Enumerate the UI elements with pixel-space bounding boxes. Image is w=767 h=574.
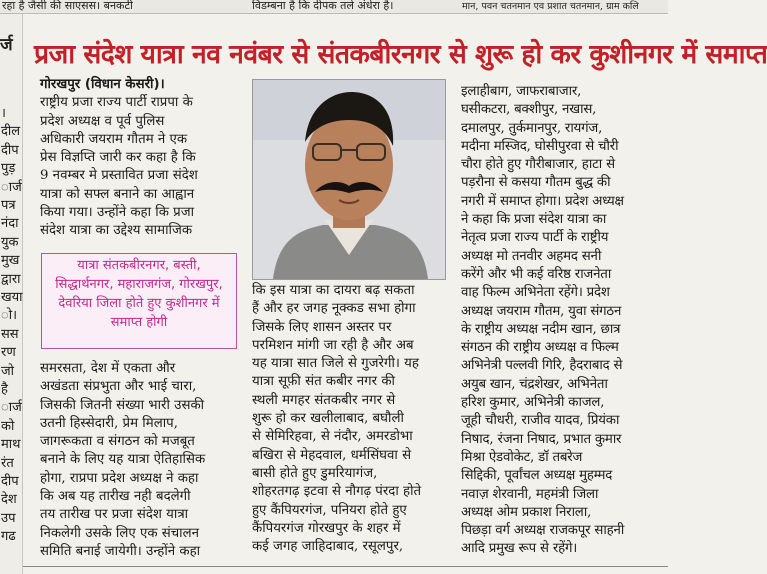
left-column-fragment: दीप bbox=[1, 474, 19, 489]
article-text-line: बनाने के लिए यह यात्रा ऐतिहासिक bbox=[40, 452, 206, 468]
article-text-line: परमिशन मांगी जा रही है और अब bbox=[252, 337, 414, 353]
article-text-line: हुए कैंपियरगंज, पनियरा होते हुए bbox=[252, 502, 407, 518]
article-text-line: घसीकटरा, बक्शीपुर, नखास, bbox=[461, 102, 597, 118]
article-text-line: इलाहीबाग, जाफराबाजार, bbox=[461, 84, 582, 99]
left-column-fragment: खया bbox=[1, 290, 23, 305]
article-text-line: मिश्रा ऐडवोकेट, डॉ तबरेज bbox=[461, 449, 583, 465]
left-column-fragment: माथ bbox=[1, 437, 21, 453]
article-text-line: हैं और हर जगह नूक्कड सभा होगा bbox=[252, 301, 416, 317]
left-column-fragment: पत्र bbox=[1, 198, 16, 213]
article-text-line: निकलेगी उसके लिए एक संचालन bbox=[40, 525, 200, 541]
article-text-line: अखंडता संप्रभुता और भाई चारा, bbox=[40, 379, 197, 395]
left-column-fragment: ार्ज bbox=[1, 179, 22, 195]
left-column-fragment: को bbox=[1, 418, 15, 434]
left-column-fragment: उप bbox=[1, 510, 16, 526]
article-text-line: हरिश कुमार, अभिनेत्री काजल, bbox=[461, 395, 605, 411]
article-text-line: से सेमिरिहवा, से नंदौर, अमरडोभा bbox=[252, 429, 413, 445]
left-column-fragment: युक bbox=[1, 234, 19, 250]
article-text-line: करेंगे और भी कई वरिष्ठ राजनेता bbox=[461, 266, 612, 282]
article-text-line: तय तारीख पर प्रजा संदेश यात्रा bbox=[40, 507, 189, 523]
article-headline: प्रजा संदेश यात्रा नव नवंबर से संतकबीरनगर से शुरू हो कर कुशीनगर में समाप्त bbox=[34, 39, 767, 70]
left-neighbor-column bbox=[0, 14, 23, 574]
portrait-photo bbox=[252, 79, 446, 280]
pull-quote-box bbox=[41, 253, 237, 349]
article-text-line: किया गया। उन्होंने कहा कि प्रजा bbox=[40, 205, 195, 221]
left-column-fragment: रण bbox=[1, 345, 16, 361]
article-text-line: कई जगह जाहिदाबाद, रसूलपुर, bbox=[252, 539, 404, 555]
article-text-line: जागरूकता व संगठन को मजबूत bbox=[40, 434, 195, 450]
left-column-fragment: द्वारा bbox=[1, 271, 21, 287]
article-text-line: चौरा होते हुए गौरीबाजार, हाटा से bbox=[461, 157, 615, 173]
article-text-line: ने कहा कि प्रजा संदेश यात्रा का bbox=[461, 212, 607, 228]
left-column-fragment: ो। bbox=[1, 308, 18, 324]
article-text-line: के राष्ट्रीय अध्यक्ष नदीम खान, छात्र bbox=[461, 321, 621, 337]
article-text-line: अध्यक्ष मो तनवीर अहमद सनी bbox=[461, 248, 602, 264]
strip-left-text: रहा है जैसी की साएसस। बनकटी bbox=[2, 0, 133, 12]
article-text-line: कि इस यात्रा का दायरा बढ़ सकता bbox=[252, 283, 415, 298]
pull-quote-line: देवरिया जिला होते हुए कुशीनगर में bbox=[58, 296, 220, 311]
article-text-line: प्रेस विज्ञप्ति जारी कर कहा है कि bbox=[40, 150, 196, 166]
article-text-line: राष्ट्रीय प्रजा राज्य पार्टी राप्रपा के bbox=[40, 95, 193, 111]
dateline: गोरखपुर (विधान केसरी)। bbox=[40, 77, 165, 92]
article-text-line: स्थली मगहर संतकबीर नगर से bbox=[252, 392, 396, 408]
left-column-fragment: पुड़ bbox=[1, 161, 16, 177]
article-text-line: बखिरा से मेहदवाल, धर्मसिंघवा से bbox=[252, 447, 412, 463]
article-text-line: यह यात्रा सात जिले से गुजरेगी। यह bbox=[252, 356, 419, 372]
left-column-fragment: जो bbox=[1, 363, 15, 379]
article-text-line: निषाद, रंजना निषाद, प्रभात कुमार bbox=[461, 431, 622, 447]
previous-article-strip bbox=[0, 0, 668, 14]
article-text-line: अयुब खान, चंद्रशेखर, अभिनेता bbox=[461, 376, 608, 392]
left-column-fragment: दीप bbox=[1, 142, 19, 158]
pull-quote-line: समाप्त होगी bbox=[110, 315, 168, 330]
article-text-line: यात्रा को सफ्ल बनाने का आह्वान bbox=[40, 186, 195, 202]
article-text-line: नगरी में समाप्त होगा। प्रदेश अध्यक्ष bbox=[461, 193, 624, 209]
left-column-heading: र्ज bbox=[0, 35, 13, 55]
article-text-line: अभिनेत्री पल्लवी गिरि, हैदराबाद से bbox=[461, 358, 623, 374]
article-text-line: सिद्दिकी, पूर्वांचल अध्यक्ष मुहम्मद bbox=[461, 468, 613, 484]
article-text-line: कि अब यह तारीख नही बदलेगी bbox=[40, 489, 191, 505]
left-column-fragment: गढ bbox=[1, 529, 16, 545]
article-text-line: अध्यक्ष ओम प्रकाश निराला, bbox=[461, 504, 592, 520]
bottom-divider bbox=[23, 566, 668, 567]
left-column-fragment: ार्ज bbox=[1, 400, 22, 416]
article-text-line: यात्रा सूफ़ी संत कबीर नगर की bbox=[252, 374, 395, 390]
article-text-line: कैंपियरगंज गोरखपुर के शहर में bbox=[252, 520, 401, 536]
article-text-line: दमालपुर, तुर्कमानपुर, रायगंज, bbox=[461, 120, 603, 136]
left-column-fragment: नंदा bbox=[1, 216, 19, 232]
article-text-line: अध्यक्ष जयराम गौतम, युवा संगठन bbox=[461, 303, 622, 319]
strip-right-text: मान, पवन चतनमान एव प्रशात चतनमान, ग्राम कलि bbox=[462, 1, 639, 12]
article-text-line: होगा, राप्रपा प्रदेश अध्यक्ष ने कहा bbox=[40, 470, 199, 486]
article-text-line: जूही चौधरी, राजीव यादव, प्रियंका bbox=[461, 413, 620, 429]
article-text-line: मदीना मस्जिद, घोसीपुरवा से चौरी bbox=[461, 138, 619, 154]
article-column-2 bbox=[252, 282, 444, 556]
article-text-line: 9 नवम्बर मे प्रस्तावित प्रजा संदेश bbox=[40, 168, 198, 184]
article-text-line: जिसके लिए शासन अस्तर पर bbox=[252, 319, 392, 335]
article-text-line: पिछड़ा वर्ग अध्यक्ष राजकपूर साहनी bbox=[461, 523, 625, 539]
pull-quote-line: सिद्धार्थनगर, महाराजगंज, गोरखपुर, bbox=[55, 277, 223, 292]
pull-quote-line: यात्रा संतकबीरनगर, बस्ती, bbox=[77, 258, 201, 273]
article-column-1-continued bbox=[40, 360, 242, 561]
article-text-line: समरसता, देश में एकता और bbox=[40, 361, 176, 376]
article-text-line: नेतृत्व प्रजा राज्य पार्टी के राष्ट्रीय bbox=[461, 230, 609, 246]
article-text-line: बासी होते हुए डुमरियागंज, bbox=[252, 465, 378, 481]
article-column-3 bbox=[461, 83, 661, 559]
article-text-line: शुरू हो कर खलीलाबाद, बघौली bbox=[252, 411, 404, 427]
article-column-1 bbox=[40, 76, 242, 241]
article-text-line: आदि प्रमुख रूप से रहेंगे। bbox=[461, 541, 578, 557]
strip-mid-text: विडम्बना है कि दीपक तले अंधेरा है। bbox=[252, 0, 394, 12]
left-column-fragment: मुख bbox=[1, 253, 20, 269]
article-text-line: उतनी हिस्सेदारी, प्रेम मिलाप, bbox=[40, 415, 178, 431]
article-text-line: वाह फिल्म अभिनेता रहेंगे। प्रदेश bbox=[461, 285, 610, 301]
article-text-line: नवाज़ शेरवानी, महमंत्री जिला bbox=[461, 486, 599, 502]
left-column-fragment: रंत bbox=[1, 455, 14, 471]
left-column-fragment: दील bbox=[1, 124, 21, 140]
left-column-fragment: सस bbox=[1, 326, 19, 342]
article-text-line: जिसकी जितनी संख्या भारी उसकी bbox=[40, 397, 205, 413]
article-text-line: प्रदेश अध्यक्ष व पूर्व पुलिस bbox=[40, 113, 165, 129]
article-text-line: संगठन की राष्ट्रीय अध्यक्ष व फिल्म bbox=[461, 340, 619, 356]
article-text-line: समिति बनाई जायेगी। उन्होंने कहा bbox=[40, 543, 201, 559]
article-text-line: शोहरतगढ़ इटवा से नौगढ़ पंरदा होते bbox=[252, 484, 422, 500]
article-text-line: पड़रौना से कसया गौतम बुद्ध की bbox=[461, 175, 611, 191]
left-column-fragment: देश bbox=[1, 492, 17, 508]
left-column-fragment: । bbox=[1, 106, 6, 121]
left-column-fragment: है bbox=[1, 382, 8, 397]
man-portrait-image bbox=[253, 80, 445, 279]
article-text-line: संदेश यात्रा का उद्देश्य सामाजिक bbox=[40, 223, 193, 239]
article-text-line: अधिकारी जयराम गौतम ने एक bbox=[40, 131, 188, 147]
